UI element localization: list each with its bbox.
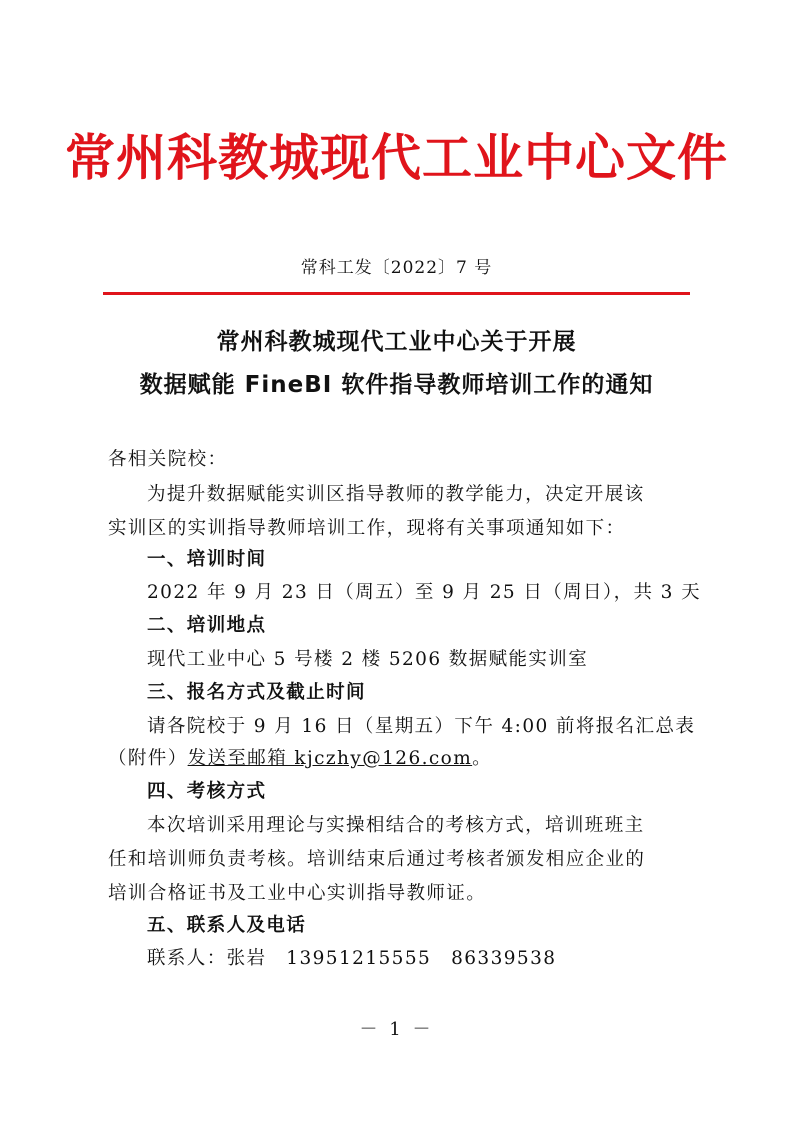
section-heading-registration: 三、报名方式及截止时间 [147, 682, 366, 703]
salutation: 各相关院校： [108, 449, 228, 470]
section-text-time: 2022 年 9 月 23 日（周五）至 9 月 25 日（周日），共 3 天 [147, 582, 702, 603]
section-text-assessment-line-2: 任和培训师负责考核。培训结束后通过考核者颁发相应企业的 [108, 849, 646, 870]
document-header-title: 常州科教城现代工业中心文件 [65, 128, 728, 187]
section-heading-location: 二、培训地点 [147, 615, 267, 636]
section-text-location: 现代工业中心 5 号楼 2 楼 5206 数据赋能实训室 [147, 649, 589, 670]
red-divider-line [103, 292, 690, 295]
attachment-note: （附件） [108, 748, 188, 769]
page-number: － 1 － [359, 1019, 434, 1040]
intro-line-1: 为提升数据赋能实训区指导教师的教学能力，决定开展该 [147, 484, 645, 505]
notice-title-line-1: 常州科教城现代工业中心关于开展 [216, 329, 577, 355]
section-heading-contact: 五、联系人及电话 [147, 915, 307, 936]
intro-line-2: 实训区的实训指导教师培训工作，现将有关事项通知如下： [108, 518, 626, 539]
section-text-registration-line-1: 请各院校于 9 月 16 日（星期五）下午 4:00 前将报名汇总表 [147, 716, 696, 737]
section-heading-assessment: 四、考核方式 [147, 781, 267, 802]
document-number: 常科工发〔2022〕7 号 [300, 258, 493, 278]
email-link[interactable]: 发送至邮箱 kjczhy@126.com [187, 748, 473, 769]
section-heading-time: 一、培训时间 [147, 549, 267, 570]
section-text-assessment-line-1: 本次培训采用理论与实操相结合的考核方式，培训班班主 [147, 815, 645, 836]
notice-title-line-2: 数据赋能 FineBI 软件指导教师培训工作的通知 [139, 372, 654, 398]
sentence-end: 。 [472, 748, 493, 769]
section-text-registration-line-2 [108, 744, 492, 770]
section-text-assessment-line-3: 培训合格证书及工业中心实训指导教师证。 [108, 883, 487, 904]
section-text-contact: 联系人：张岩 13951215555 86339538 [147, 948, 557, 969]
